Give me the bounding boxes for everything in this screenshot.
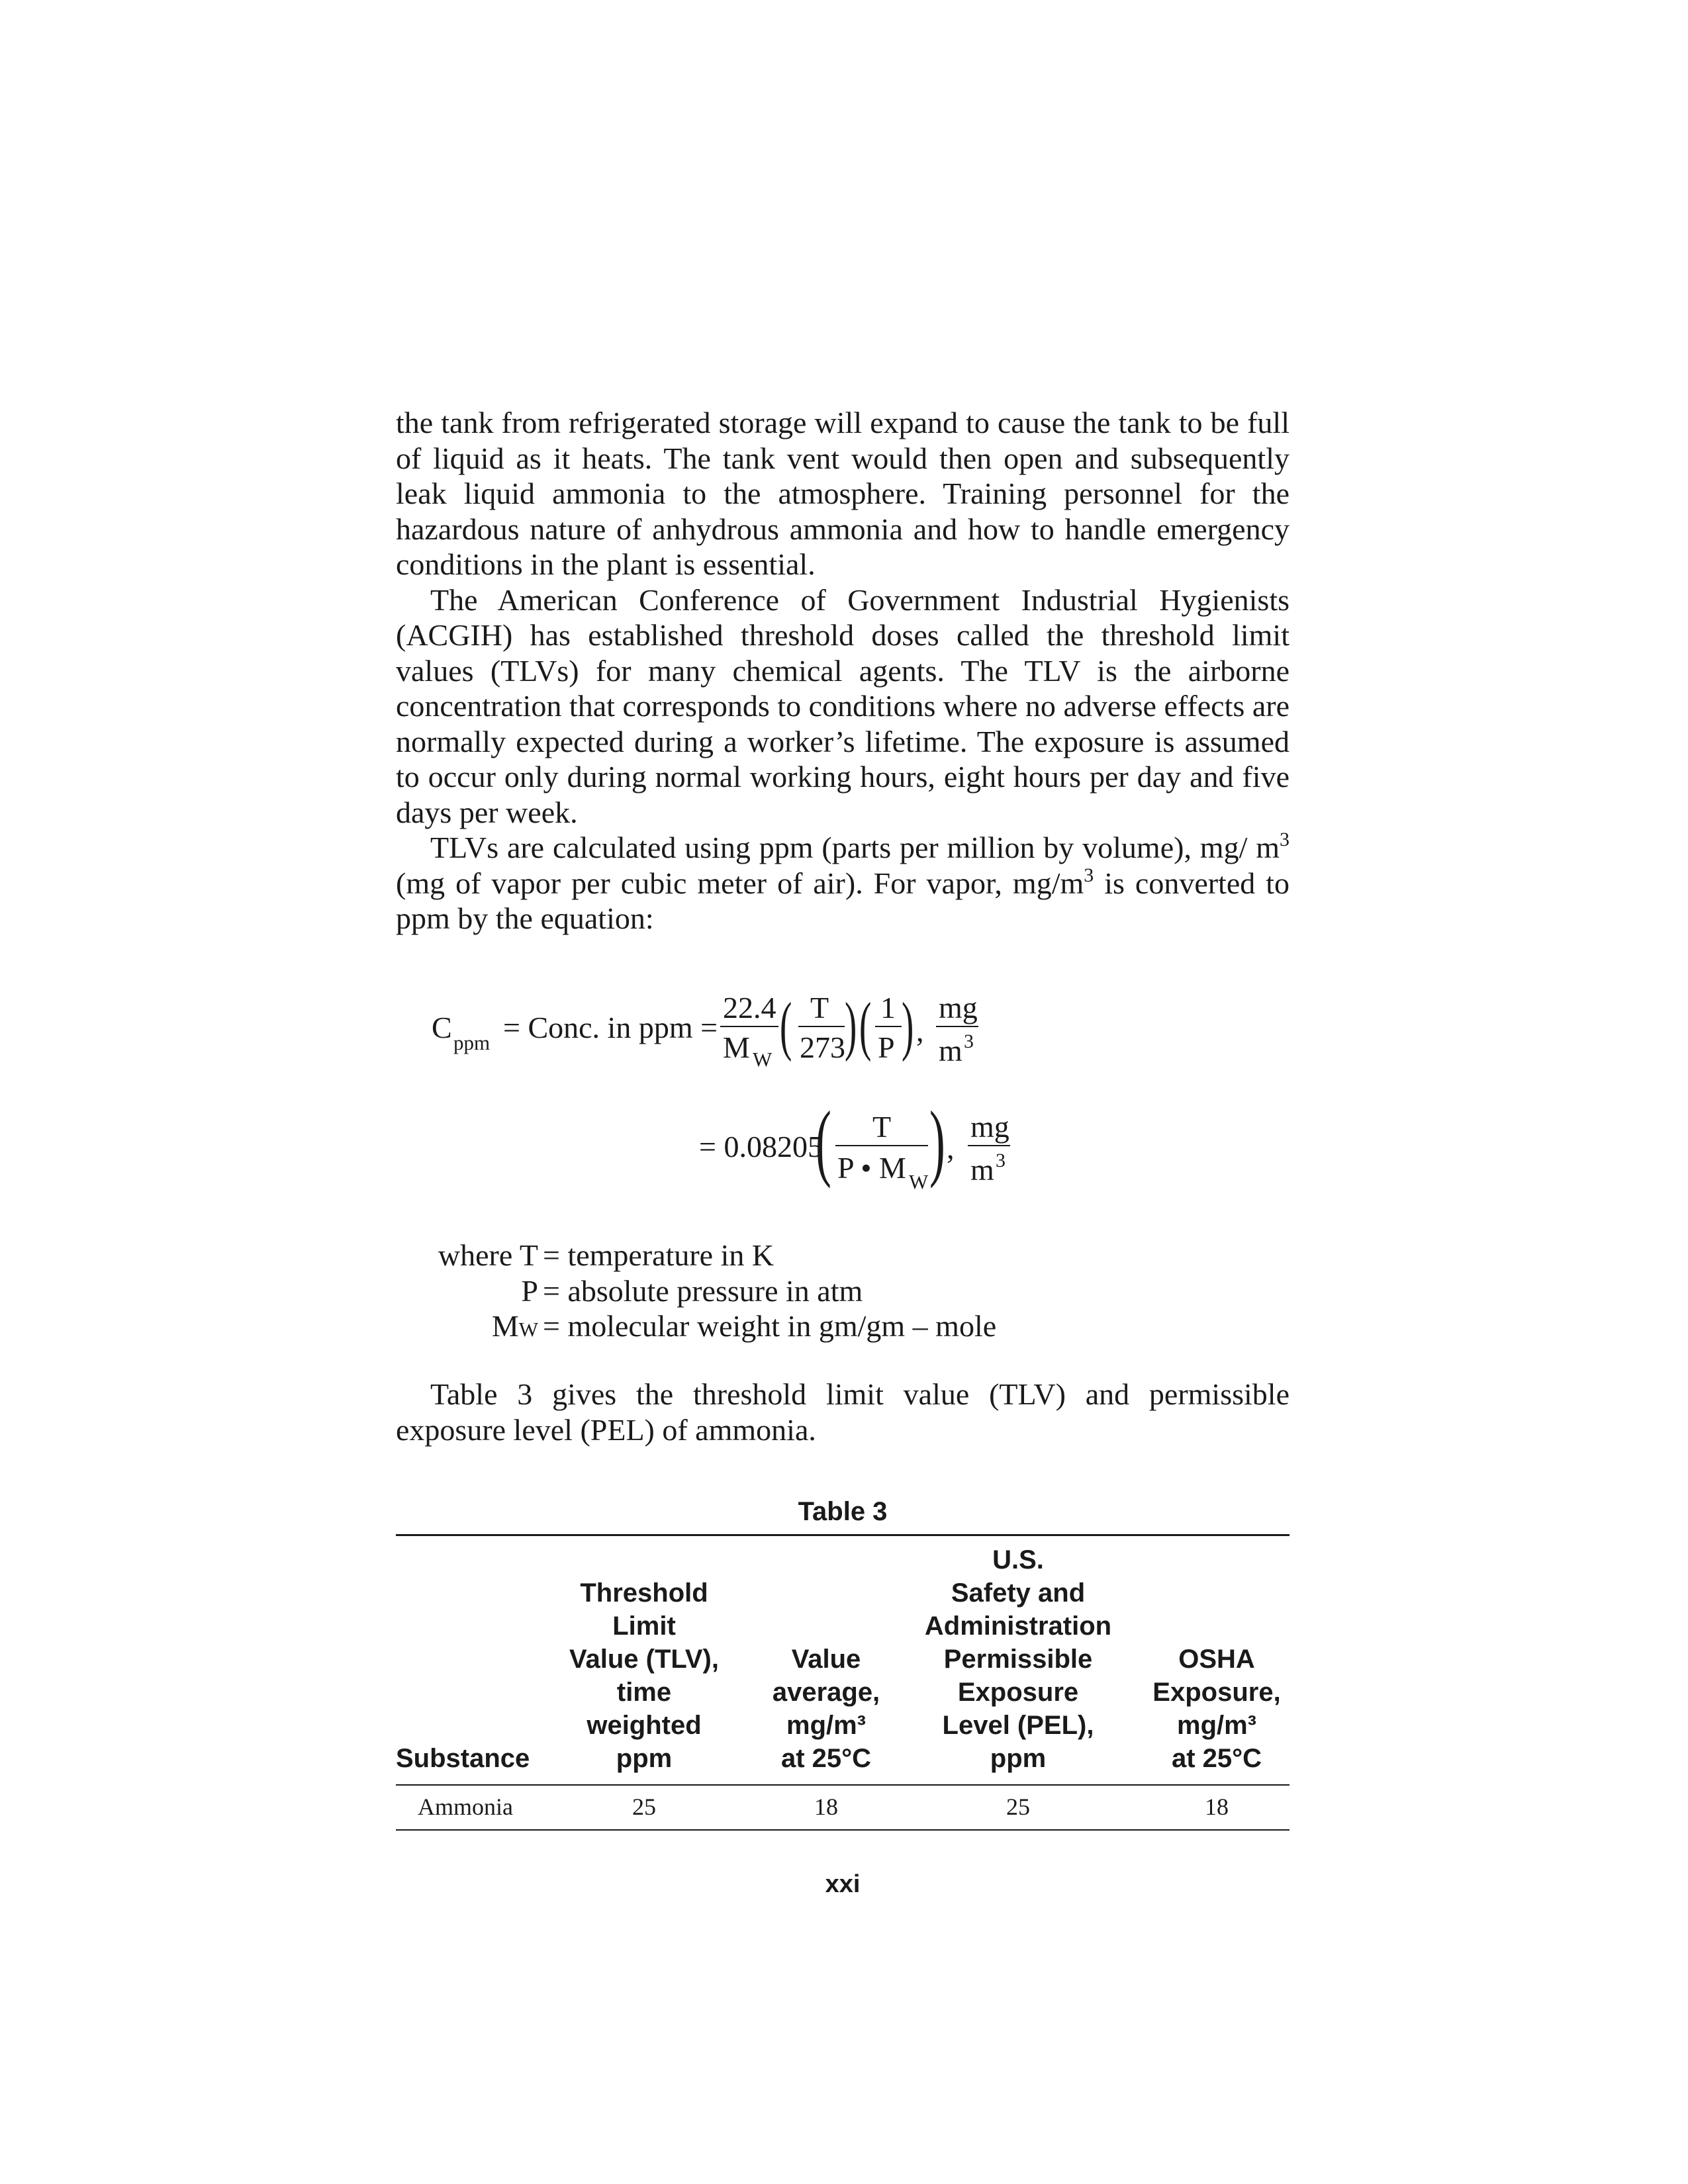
header-pel: U.S. Safety and Administration Permissible Exposure Level (PEL), ppm	[924, 1545, 1112, 1773]
superscript: 3	[1280, 829, 1289, 850]
definition-symbol: P	[521, 1273, 538, 1308]
eq-lhs-subscript: ppm	[453, 1031, 491, 1054]
table-bottom-rule	[396, 1829, 1289, 1831]
eq2-denominator: P • M	[837, 1151, 906, 1185]
table-row	[396, 1787, 1289, 1827]
eq-t-numerator: T	[810, 991, 829, 1024]
eq2-denominator-sub: W	[909, 1170, 929, 1193]
eq2-unit-fraction-bar	[968, 1145, 1010, 1146]
eq-lhs-text: = Conc. in ppm =	[503, 1011, 718, 1044]
page-number: xxi	[825, 1870, 861, 1898]
paragraph-3-part-a: TLVs are calculated using ppm (parts per million by volume), mg/ m	[430, 831, 1280, 864]
cell-pel: 25	[1006, 1794, 1030, 1820]
table-header	[396, 1542, 1289, 1780]
symbol-subscript: W	[518, 1318, 538, 1341]
eq-unit-numerator: mg	[939, 991, 978, 1024]
eq-p-numerator: 1	[880, 991, 896, 1024]
cell-osha: 18	[1205, 1794, 1229, 1820]
table-header-rule	[396, 1784, 1289, 1786]
paragraph-4: Table 3 gives the threshold limit value (TLV) and permissible exposure level (PEL) of ammonia.	[396, 1377, 1289, 1447]
eq-coef-denominator-sub: W	[753, 1048, 773, 1071]
definition-text: = absolute pressure in atm	[543, 1273, 863, 1308]
header-substance: Substance	[396, 1744, 530, 1773]
table-top-rule	[396, 1534, 1289, 1536]
eq-lhs-symbol: C	[432, 1011, 452, 1044]
paragraph-3-part-c: is converted to ppm by the equation:	[396, 866, 1290, 935]
definition-text: = temperature in K	[543, 1238, 774, 1272]
body-text-lower	[396, 1377, 1289, 1447]
eq-coef-numerator: 22.4	[723, 991, 776, 1024]
definition-symbol	[492, 1308, 538, 1347]
eq2-left-paren: (	[816, 1094, 831, 1189]
paragraph-3-part-b: (mg of vapor per cubic meter of air). For vapor, mg/m	[396, 866, 1084, 900]
header-tlv: Threshold Limit Value (TLV), time weighted ppm	[569, 1578, 719, 1773]
cell-tlv: 25	[632, 1794, 656, 1820]
eq2-comma: ,	[947, 1131, 955, 1165]
superscript: 3	[1084, 864, 1094, 886]
eq2-unit-numerator: mg	[970, 1110, 1009, 1144]
eq2-right-paren: )	[929, 1094, 945, 1189]
eq-left-paren: (	[780, 989, 792, 1062]
eq2-unit-denominator: m	[970, 1153, 994, 1187]
equation-line-2: = 0.08205 ( T P • M W ) , mg m 3	[699, 1094, 1009, 1193]
eq-coef-denominator: M	[723, 1030, 750, 1064]
eq-p-denominator: P	[878, 1030, 895, 1064]
paragraph-2: The American Conference of Government Industrial Hygienists (ACGIH) has established threshold doses called the threshold limit values (TLVs) for many chemical agents. The TLV is the airborne concentration that corresponds to conditions where no adverse effects are normally expected during a worker’s lifetime. The exposure is assumed to occur only during normal working hours, eight hours per day and five days per week.	[396, 582, 1289, 829]
eq-right-paren: )	[902, 989, 914, 1062]
eq-t-denominator: 273	[800, 1030, 845, 1064]
eq2-numerator: T	[872, 1110, 892, 1144]
eq-left-paren: (	[859, 989, 872, 1062]
eq-right-paren: )	[845, 989, 857, 1062]
eq-unit-denominator: m	[939, 1034, 962, 1068]
symbol-main: M	[491, 1309, 519, 1343]
header-osha: OSHA Exposure, mg/m³ at 25°C	[1152, 1645, 1281, 1773]
definition-text: = molecular weight in gm/gm – mole	[543, 1309, 997, 1343]
header-value-average: Value average, mg/m³ at 25°C	[772, 1645, 880, 1773]
cell-substance: Ammonia	[418, 1794, 513, 1820]
equation-line-1: C ppm = Conc. in ppm = 22.4 M W ( T 273 ) ( 1 P ) , mg m 3	[432, 989, 978, 1071]
paragraph-1: the tank from refrigerated storage will expand to cause the tank to be full of liquid as it heats. The tank vent would then open and subsequently leak liquid ammonia to the atmosphere. Training personnel for the hazardous nature of anhydrous ammonia and how to handle emergency conditions in the plant is essential.	[396, 406, 1289, 581]
table-title: Table 3	[798, 1497, 888, 1526]
cell-value-average: 18	[814, 1794, 838, 1820]
definition-symbol: where T	[438, 1238, 538, 1272]
eq2-lhs-text: = 0.08205	[699, 1130, 823, 1163]
eq-comma: ,	[916, 1014, 924, 1048]
eq2-fraction-bar	[835, 1145, 928, 1146]
